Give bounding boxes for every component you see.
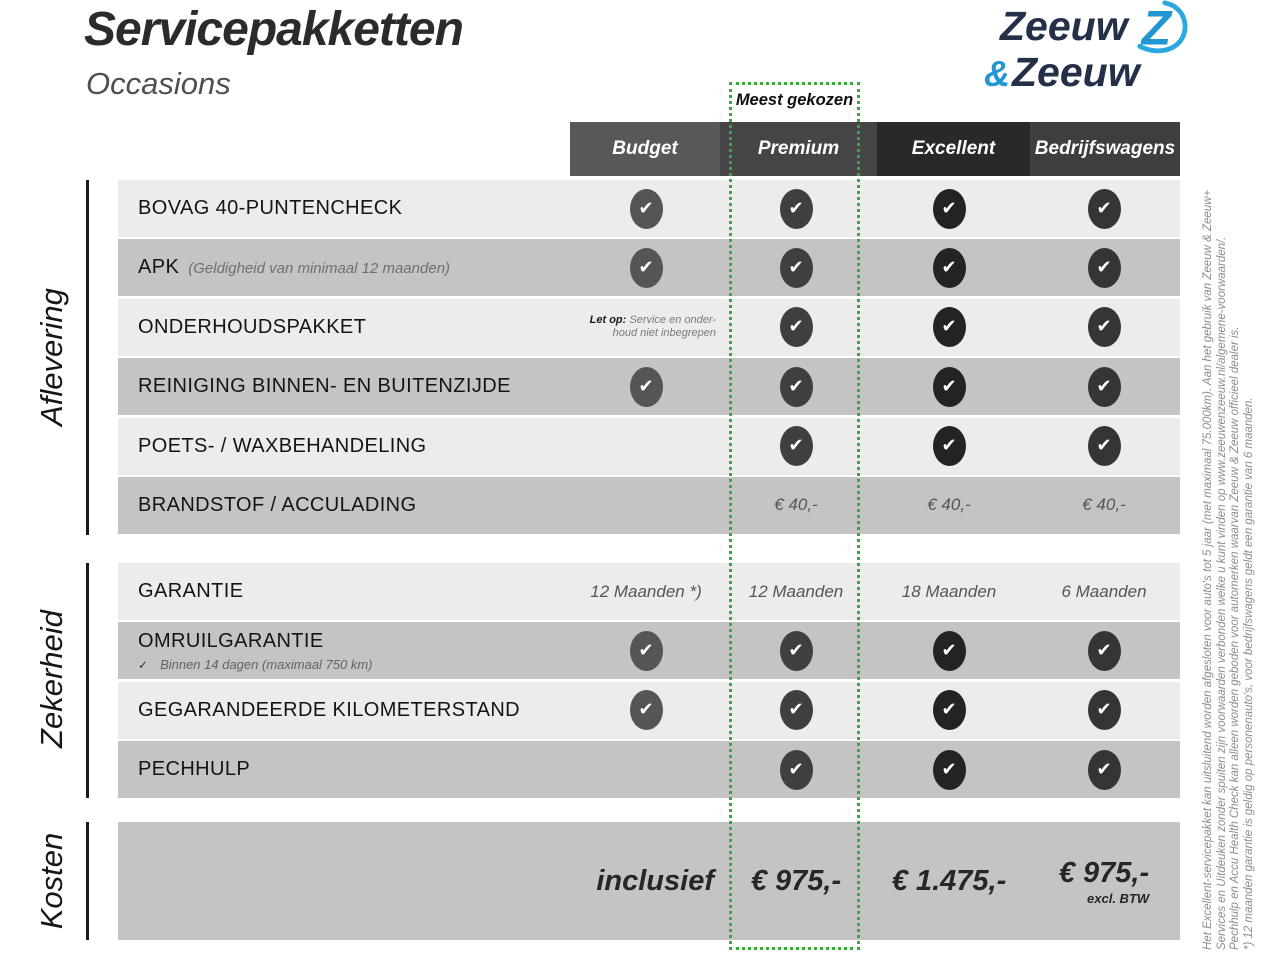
cell-excellent [873,418,1025,475]
row-label: BOVAG 40-PUNTENCHECK [138,197,403,219]
cell-bedrijfswagens [1029,418,1179,475]
check-icon: ✔ [630,189,663,229]
cell-excellent [873,477,1025,534]
check-icon: ✔ [1088,750,1121,790]
cell-excellent [873,822,1025,940]
section-label-zekerheid: Zekerheid [34,610,69,748]
footnote-line: Services en Uitdeuken zonder spuiten zijn voorwaarden verbonden welke u kunt vinden op www.zeeuwenzeeuw.nl/algemene-voorwaarden/. [1215,236,1228,950]
price-block [892,865,1006,898]
check-icon: ✔ [780,367,813,407]
cell-premium [720,741,872,798]
table-row [118,563,1180,620]
price: € 975,- [1058,856,1150,889]
row-label: GEGARANDEERDE KILOMETERSTAND [138,698,521,721]
table-row [118,622,1180,679]
small-check-icon: ✓ [138,657,149,672]
footnote-line: Het Excellent-servicepakket kan uitsluitend worden afgesloten voor auto's tot 5 jaar (met maximaal 75.000km). Aan het gebruik van Zeeuw & Zeeuw+ [1202,189,1214,950]
check-icon: ✔ [933,631,966,671]
logo-text-zeeuw-1: Zeeuw [1000,3,1128,49]
logo-line1 [984,1,1190,54]
cell-value: 6 Maanden [1061,581,1147,601]
cell-premium [720,239,872,296]
cell-budget [570,180,722,237]
cell-premium [720,682,872,739]
check-icon: ✔ [933,307,966,347]
check-icon: ✔ [933,690,966,730]
cell-budget [570,477,722,534]
check-icon: ✔ [1088,631,1121,671]
row-subnote: ✓ Binnen 14 dagen (maximaal 750 km) [138,656,373,672]
cell-bedrijfswagens [1029,682,1179,739]
table-row [118,682,1180,739]
cell-budget [570,563,722,620]
cell-bedrijfswagens [1029,299,1179,356]
check-icon: ✔ [1088,189,1121,229]
column-header-excellent: Excellent [877,122,1030,176]
price-block [596,865,714,898]
column-header-budget: Budget [570,122,720,176]
check-icon: ✔ [1088,307,1121,347]
check-icon: ✔ [780,248,813,288]
cell-bedrijfswagens [1029,180,1179,237]
cell-budget [570,299,722,356]
cell-budget [570,622,722,679]
section-label-aflevering: Aflevering [34,288,69,426]
cell-budget [570,358,722,415]
table-row [118,477,1180,534]
check-icon: ✔ [1088,248,1121,288]
check-icon: ✔ [630,367,663,407]
page-title: Servicepakketten [84,3,463,56]
cell-excellent [873,563,1025,620]
row-label: POETS- / WAXBEHANDELING [138,434,427,457]
price: € 1.475,- [891,864,1007,897]
cell-bedrijfswagens [1029,622,1179,679]
cell-budget [570,822,722,940]
row-label: ONDERHOUDSPAKKET [138,315,367,338]
price-block [1059,857,1149,906]
price: € 975,- [750,864,842,897]
check-icon: ✔ [933,248,966,288]
section-line-aflevering [86,180,89,535]
section-aflevering-rows [118,180,1180,536]
section-zekerheid-rows [118,563,1180,801]
cell-excellent [873,622,1025,679]
logo-ampersand: & [984,53,1010,94]
check-icon: ✔ [780,631,813,671]
row-label: PECHHULP [138,758,251,781]
check-icon: ✔ [933,189,966,229]
row-sublabel: (Geldigheid van minimaal 12 maanden) [188,260,451,278]
column-header-premium: Premium [720,122,877,176]
cell-budget [570,418,722,475]
cell-premium [720,622,872,679]
cell-premium [720,563,872,620]
check-icon: ✔ [780,426,813,466]
check-icon: ✔ [630,631,663,671]
check-icon: ✔ [630,690,663,730]
cell-excellent [873,358,1025,415]
table-row [118,418,1180,475]
cell-value: 12 Maanden [748,581,844,601]
cell-value: 12 Maanden *) [590,581,702,601]
table-row [118,299,1180,356]
section-kosten-rows [118,822,1180,940]
row-label: REINIGING BINNEN- EN BUITENZIJDE [138,375,511,398]
cell-premium [720,299,872,356]
check-icon: ✔ [780,750,813,790]
cell-bedrijfswagens [1029,563,1179,620]
section-line-kosten [86,822,89,940]
check-icon: ✔ [1088,426,1121,466]
check-icon: ✔ [780,189,813,229]
meest-gekozen-badge: Meest gekozen [735,91,854,109]
cell-premium [720,822,872,940]
logo-line2 [984,49,1190,95]
cell-premium [720,180,872,237]
check-icon: ✔ [933,426,966,466]
cell-excellent [873,299,1025,356]
zeeuw-logo [984,1,1190,95]
cell-excellent [873,682,1025,739]
table-row [118,180,1180,237]
cell-excellent [873,741,1025,798]
cell-bedrijfswagens [1029,477,1179,534]
row-label: OMRUILGARANTIE ✓ Binnen 14 dagen (maximaal 750 km) [138,629,373,672]
table-row [118,822,1180,940]
table-row [118,741,1180,798]
check-icon: ✔ [780,307,813,347]
check-icon: ✔ [933,367,966,407]
row-label: BRANDSTOF / ACCULADING [138,493,417,516]
row-label: APK (Geldigheid van minimaal 12 maanden) [138,256,451,279]
row-label: GARANTIE [138,580,244,602]
cell-budget [570,239,722,296]
cell-bedrijfswagens [1029,239,1179,296]
cell-note: Let op: Service en onder- houd niet inbegrepen [589,314,716,340]
table-row [118,358,1180,415]
logo-text-zeeuw-2: Zeeuw [1012,49,1140,95]
cell-value: € 40,- [774,495,818,515]
check-icon: ✔ [1088,690,1121,730]
cell-value: € 40,- [1082,495,1126,515]
cell-bedrijfswagens [1029,358,1179,415]
zeeuw-z-swoosh-icon [1130,0,1190,54]
cell-budget [570,682,722,739]
cell-excellent [873,239,1025,296]
section-label-kosten: Kosten [34,832,69,930]
page-subtitle: Occasions [86,66,231,101]
footnote-line: Pechhulp en Accu Health Check kan alleen worden geboden voor automerken waarvan Zeeuw & Zeeuw officieel dealer is. [1229,326,1241,950]
footnote-vertical-text [1202,118,1256,950]
cell-premium [720,477,872,534]
cell-bedrijfswagens [1029,741,1179,798]
price: inclusief [596,864,714,897]
price-note: excl. BTW [1087,890,1150,906]
cell-value: € 40,- [927,495,971,515]
cell-value: 18 Maanden [901,581,997,601]
section-line-zekerheid [86,563,89,798]
check-icon: ✔ [933,750,966,790]
table-row [118,239,1180,296]
check-icon: ✔ [630,248,663,288]
svg-text:Z: Z [1141,1,1171,54]
check-icon: ✔ [1088,367,1121,407]
price-block [751,865,841,898]
cell-premium [720,358,872,415]
cell-budget [570,741,722,798]
check-icon: ✔ [780,690,813,730]
cell-bedrijfswagens [1029,822,1179,940]
column-header-bedrijfswagens: Bedrijfswagens [1030,122,1180,176]
cell-premium [720,418,872,475]
cell-excellent [873,180,1025,237]
footnote-line: *) 12 maanden garantie is geldig op personenauto's, voor bedrijfswagens geldt een garantie van 6 maanden. [1242,397,1255,950]
